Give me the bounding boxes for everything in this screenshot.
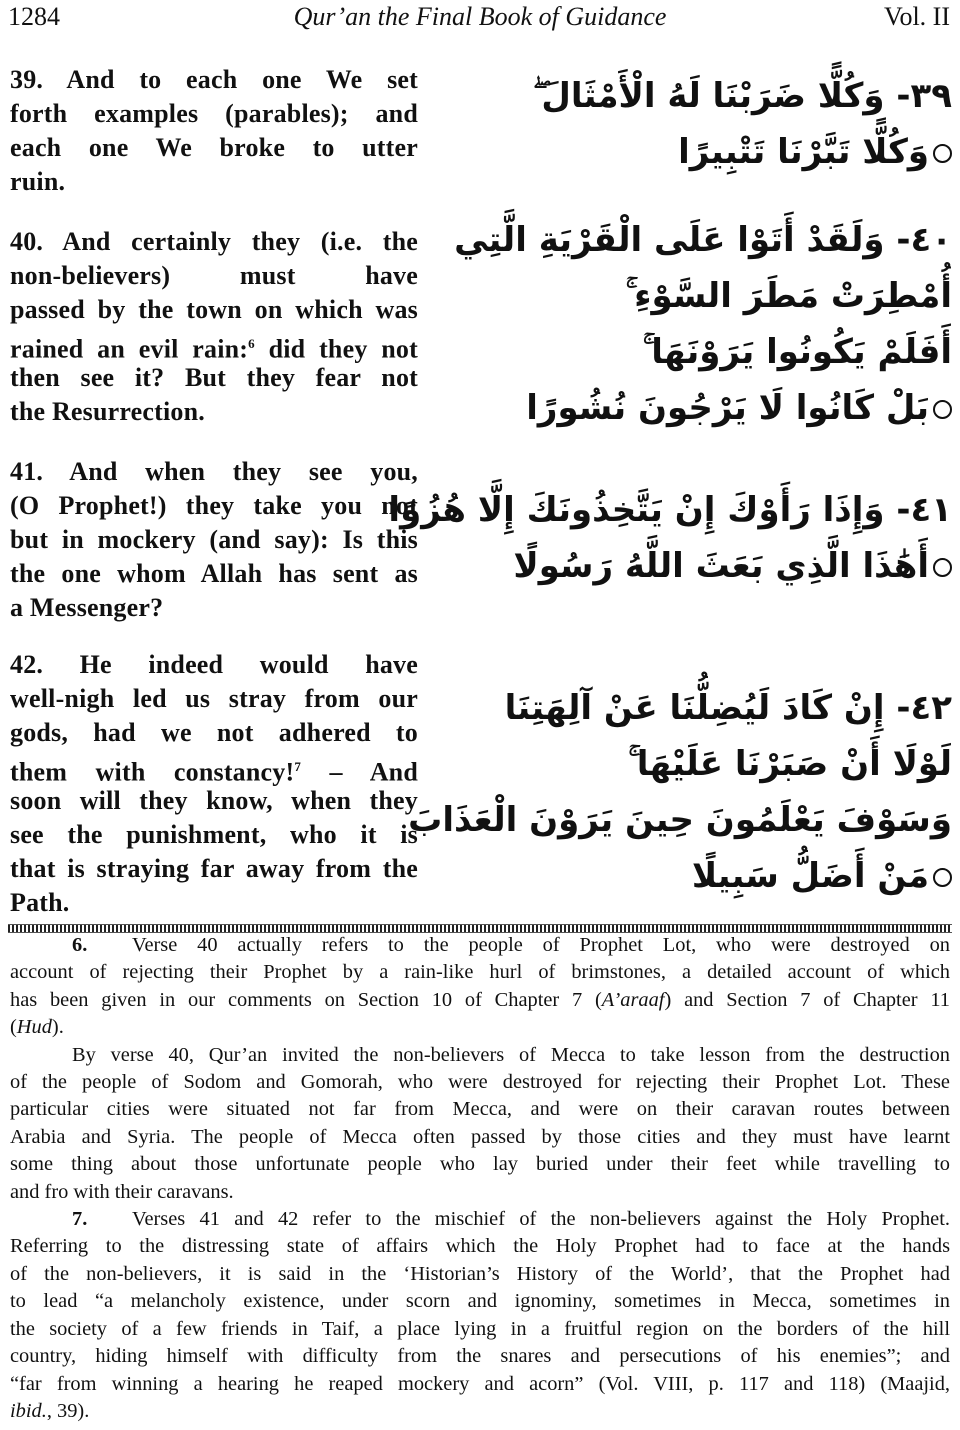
note-line: country, hiding himself with difficulty from the snares and persecutions of his enemies”; and [10,1345,950,1368]
verse-40-english [10,225,418,429]
verse-line: see the punishment, who it is [10,820,418,849]
book-title: Qur’an the Final Book of Guidance [293,2,667,31]
arabic-line: بَلْ كَانُوا لَا يَرْجُونَ نُشُورًا [432,380,952,436]
note-line: the society of a few friends in Taif, a place lying in a fruitful region on the borders of the hill [10,1317,950,1340]
verse-line: 41. And when they see you, [10,457,418,486]
verse-line: each one We broke to utter [10,133,418,162]
note-line: 6. Verse 40 actually refers to the people of Prophet Lot, who were destroyed on [10,932,950,959]
verse-41-english [10,455,418,625]
verse-line: but in mockery (and say): Is this [10,525,418,554]
verse-39-english [10,63,418,199]
verse-line: (O Prophet!) they take you not [10,491,418,520]
arabic-line: وَسَوْفَ يَعْلَمُونَ حِينَ يَرَوْنَ الْعَذَابَ [408,800,952,840]
note-line: to lead “a melancholy existence, under scorn and ignominy, sometimes in Mecca, sometimes in [10,1290,950,1313]
verse-line: non-believers) must have [10,261,418,290]
verse-line: gods, had we not adhered to [10,718,418,747]
note-line: of the non-believers, it is said in the ‘Historian’s History of the World’, that the Prophet had [10,1262,950,1285]
note-line: has been given in our comments on Section 10 of Chapter 7 (A’araaf) and Section 7 of Chapter 11 [10,988,950,1011]
verse-end-marker-icon [933,558,952,577]
verse-line: the Resurrection. [10,397,205,426]
arabic-line: مَنْ أَضَلُّ سَبِيلًا [432,848,952,904]
verse-end-marker-icon [933,400,952,419]
verse-line: well-nigh led us stray from our [10,684,418,713]
verse-line: a Messenger? [10,593,164,622]
arabic-line: ٤١- وَإِذَا رَأَوْكَ إِنْ يَتَّخِذُونَكَ إِلَّا هُزُوًا [388,490,952,530]
verse-line: them with constancy!$^7$ – And [10,757,419,787]
note-line: of the people of Sodom and Gomorah, who were destroyed for rejecting their Prophet Lot. These [10,1071,950,1094]
verse-39-arabic [432,68,952,180]
verse-40-arabic [432,212,952,436]
note-line: some thing about those unfortunate people who lay buried under their feet while travelling to [10,1153,950,1176]
arabic-line: لَوْلَا أَنْ صَبَرْنَا عَلَيْهَا ۚ [628,744,952,784]
verse-end-marker-icon [933,144,952,163]
verse-41-arabic [388,482,952,594]
verse-line: passed by the town on which was [10,295,418,324]
footnote-ref-7[interactable]: 7 [294,759,302,774]
footnote-number: 7. [72,1208,88,1231]
note-line: account of rejecting their Prophet by a rain-like hurl of brimstones, a detailed account of which [10,961,950,984]
note-line: Arabia and Syria. The people of Mecca often passed by those cities and they must have learnt [10,1125,950,1148]
verse-line: 40. And certainly they (i.e. the [10,227,418,256]
page-header [0,0,960,40]
note-line: 7. Verses 41 and 42 refer to the mischief of the non-believers against the Holy Prophet. [10,1206,950,1233]
verse-line: then see it? But they fear not [10,363,418,392]
footnote-6-paragraph-2 [10,1042,950,1206]
verse-42-english [10,648,418,920]
arabic-line: وَكُلًّا تَبَّرْنَا تَتْبِيرًا [432,124,952,180]
arabic-line: أَهَٰذَا الَّذِي بَعَثَ اللَّهُ رَسُولًا [432,538,952,594]
verse-line: ruin. [10,167,66,196]
verse-line: Path. [10,888,70,917]
arabic-line: ٤٢- إِنْ كَادَ لَيُضِلُّنَا عَنْ آلِهَتِنَا [504,688,952,728]
footnote-7 [10,1206,950,1425]
note-line: and fro with their caravans. [10,1180,234,1203]
page-number: 1284 [8,2,60,31]
arabic-line: ٣٩- وَكُلًّا ضَرَبْنَا لَهُ الْأَمْثَالَ ۖ [532,76,952,116]
note-line: “far from winning a hearing he reaped mockery and acorn” (Vol. VIII, p. 117 and 118) (Maajid, [10,1372,950,1395]
note-line: particular cities were situated not far from Mecca, and were on their caravan routes between [10,1098,950,1121]
verse-42-arabic [408,680,952,904]
verse-line: 42. He indeed would have [10,650,418,679]
verse-line: the one whom Allah has sent as [10,559,418,588]
volume-label: Vol. II [884,2,950,31]
footnote-ref-6[interactable]: 6 [248,336,255,351]
arabic-line: أَفَلَمْ يَكُونُوا يَرَوْنَهَا ۚ [642,332,952,372]
verse-end-marker-icon [933,868,952,887]
verse-line: that is straying far away from the [10,854,418,883]
note-line: Referring to the distressing state of affairs which the Holy Prophet had to face at the hands [10,1235,950,1258]
arabic-line: ٤٠- وَلَقَدْ أَتَوْا عَلَى الْقَرْيَةِ الَّتِي [454,220,952,260]
footnotes [10,932,950,1425]
verse-line: forth examples (parables); and [10,99,418,128]
note-line: By verse 40, Qur’an invited the non-believers of Mecca to take lesson from the destruction [72,1043,950,1066]
arabic-line: أُمْطِرَتْ مَطَرَ السَّوْءِ ۚ [625,276,952,316]
footnote-number: 6. [72,934,88,956]
verse-line: rained an evil rain:$^6$ did they not [10,334,418,364]
verse-line: 39. And to each one We set [10,65,418,94]
note-line: ibid., 39). [10,1399,90,1422]
footnote-6 [10,932,950,1042]
note-line: (Hud). [10,1016,64,1039]
verse-line: soon will they know, when they [10,786,418,815]
